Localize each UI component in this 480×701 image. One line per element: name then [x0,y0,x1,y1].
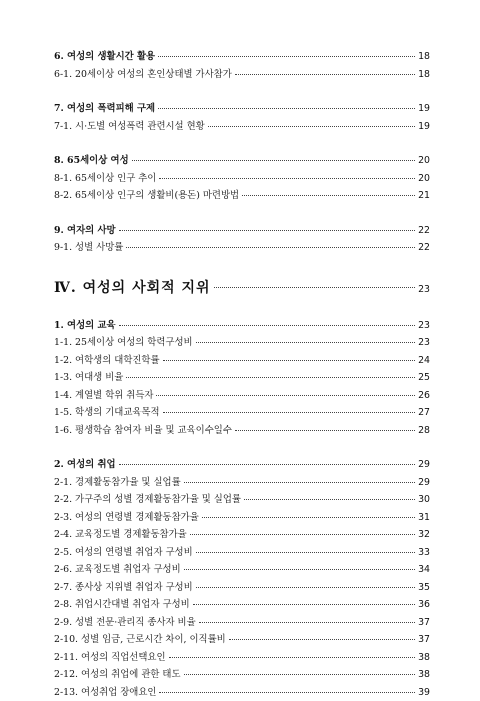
toc-item-label: 2-2. 가구주의 성별 경제활동참가율 및 실업률 [54,491,241,509]
dot-leader [184,674,416,675]
page-number: 26 [418,387,430,405]
dot-leader [158,56,415,57]
toc-item-label: 2-6. 교육정도별 취업자 구성비 [54,561,181,579]
dot-leader [159,178,415,179]
toc-item-label: 8-1. 65세이상 인구 추이 [54,170,156,188]
toc-item[interactable] [54,387,430,405]
toc-item-label: 2-7. 종사상 지위별 취업자 구성비 [54,579,193,597]
page-number: 23 [418,275,430,305]
page-number: 21 [418,187,430,205]
toc-heading-label: 6. 여성의 생활시간 활용 [54,48,155,66]
toc-item-label: 1-1. 25세이상 여성의 학력구성비 [54,334,193,352]
chapter-title: Ⅳ. 여성의 사회적 지위 [54,273,211,303]
toc-item[interactable] [54,666,430,684]
page-number: 19 [418,100,430,118]
page-number: 33 [418,544,430,562]
dot-leader [196,552,415,553]
toc-item-label: 2-5. 여성의 연령별 취업자 구성비 [54,544,193,562]
dot-leader [229,639,415,640]
dot-leader [163,412,416,413]
table-of-contents [54,48,430,701]
toc-item[interactable] [54,118,430,136]
dot-leader [244,499,415,500]
toc-item-label: 2-12. 여성의 취업에 관한 태도 [54,666,181,684]
dot-leader [202,517,415,518]
toc-section-heading[interactable] [54,317,430,335]
toc-item[interactable] [54,404,430,422]
toc-chapter-heading[interactable] [54,273,430,303]
toc-item[interactable] [54,596,430,614]
dot-leader [119,325,415,326]
toc-item-label: 2-11. 여성의 직업선택요인 [54,649,166,667]
toc-item-label: 1-3. 여대생 비율 [54,369,123,387]
dot-leader [208,126,415,127]
toc-item[interactable] [54,509,430,527]
toc-item[interactable] [54,369,430,387]
dot-leader [119,230,415,231]
toc-section-heading[interactable] [54,456,430,474]
dot-leader [196,587,415,588]
dot-leader [199,622,415,623]
toc-section-heading[interactable] [54,222,430,240]
spacer [54,257,430,271]
toc-item[interactable] [54,170,430,188]
toc-item[interactable] [54,66,430,84]
spacer [54,303,430,317]
dot-leader [184,569,415,570]
page-number: 39 [418,684,430,701]
page-number: 19 [418,118,430,136]
page-number: 20 [418,170,430,188]
spacer [54,83,430,100]
page-number: 34 [418,561,430,579]
dot-leader [163,360,416,361]
toc-item-label: 2-3. 여성의 연령별 경제활동참가율 [54,509,199,527]
page-number: 29 [418,474,430,492]
toc-item[interactable] [54,684,430,701]
page-number: 27 [418,404,430,422]
toc-item-label: 1-5. 학생의 기대교육목적 [54,404,160,422]
page-number: 29 [418,456,430,474]
toc-heading-label: 8. 65세이상 여성 [54,152,129,170]
page-number: 38 [418,649,430,667]
dot-leader [196,342,415,343]
toc-item[interactable] [54,544,430,562]
toc-item[interactable] [54,579,430,597]
page-number: 23 [418,334,430,352]
toc-item[interactable] [54,352,430,370]
toc-item-label: 1-2. 여학생의 대학진학률 [54,352,160,370]
dot-leader [159,692,415,693]
page-number: 22 [418,239,430,257]
toc-item-label: 1-4. 계열별 학위 취득자 [54,387,153,405]
toc-heading-label: 2. 여성의 취업 [54,456,116,474]
page-number: 25 [418,369,430,387]
toc-item[interactable] [54,614,430,632]
toc-item-label: 6-1. 20세이상 여성의 혼인상태별 가사참가 [54,66,232,84]
dot-leader [193,604,415,605]
toc-item[interactable] [54,491,430,509]
page-number: 28 [418,422,430,440]
toc-item[interactable] [54,649,430,667]
dot-leader [158,108,415,109]
toc-item[interactable] [54,474,430,492]
toc-item-label: 2-8. 취업시간대별 취업자 구성비 [54,596,190,614]
page-number: 22 [418,222,430,240]
toc-item-label: 9-1. 성별 사망률 [54,239,123,257]
page-number: 18 [418,66,430,84]
dot-leader [126,247,415,248]
toc-section-heading[interactable] [54,152,430,170]
page-number: 37 [418,631,430,649]
toc-item-label: 7-1. 시·도별 여성폭력 관련시설 현황 [54,118,205,136]
toc-section-heading[interactable] [54,48,430,66]
page-number: 35 [418,579,430,597]
toc-item[interactable] [54,187,430,205]
dot-leader [132,160,415,161]
dot-leader [242,195,415,196]
spacer [54,135,430,152]
toc-heading-label: 7. 여성의 폭력피해 구제 [54,100,155,118]
toc-item-label: 2-4. 교육정도별 경제활동참가율 [54,526,187,544]
page-number: 24 [418,352,430,370]
toc-item[interactable] [54,422,430,440]
page-number: 30 [418,491,430,509]
toc-item[interactable] [54,631,430,649]
toc-item-label: 2-13. 여성취업 장애요인 [54,684,156,701]
toc-item-label: 8-2. 65세이상 인구의 생활비(용돈) 마련방법 [54,187,239,205]
dot-leader [126,377,415,378]
dot-leader [190,534,415,535]
toc-item[interactable] [54,239,430,257]
toc-item-label: 1-6. 평생학습 참여자 비율 및 교육이수일수 [54,422,232,440]
dot-leader [156,395,415,396]
page-number: 31 [418,509,430,527]
page-number: 37 [418,614,430,632]
toc-item[interactable] [54,561,430,579]
toc-item[interactable] [54,334,430,352]
dot-leader [214,287,415,288]
page-number: 18 [418,48,430,66]
dot-leader [119,464,415,465]
page-number: 36 [418,596,430,614]
page-number: 38 [418,666,430,684]
dot-leader [235,74,415,75]
toc-item[interactable] [54,526,430,544]
page-number: 23 [418,317,430,335]
page-number: 32 [418,526,430,544]
toc-item-label: 2-10. 성별 임금, 근로시간 차이, 이직률비 [54,631,226,649]
toc-heading-label: 9. 여자의 사망 [54,222,116,240]
toc-heading-label: 1. 여성의 교육 [54,317,116,335]
toc-section-heading[interactable] [54,100,430,118]
toc-item-label: 2-1. 경제활동참가율 및 실업률 [54,474,181,492]
toc-item-label: 2-9. 성별 전문·관리직 종사자 비율 [54,614,196,632]
dot-leader [184,482,415,483]
dot-leader [235,430,415,431]
spacer [54,439,430,456]
spacer [54,205,430,222]
page-number: 20 [418,152,430,170]
